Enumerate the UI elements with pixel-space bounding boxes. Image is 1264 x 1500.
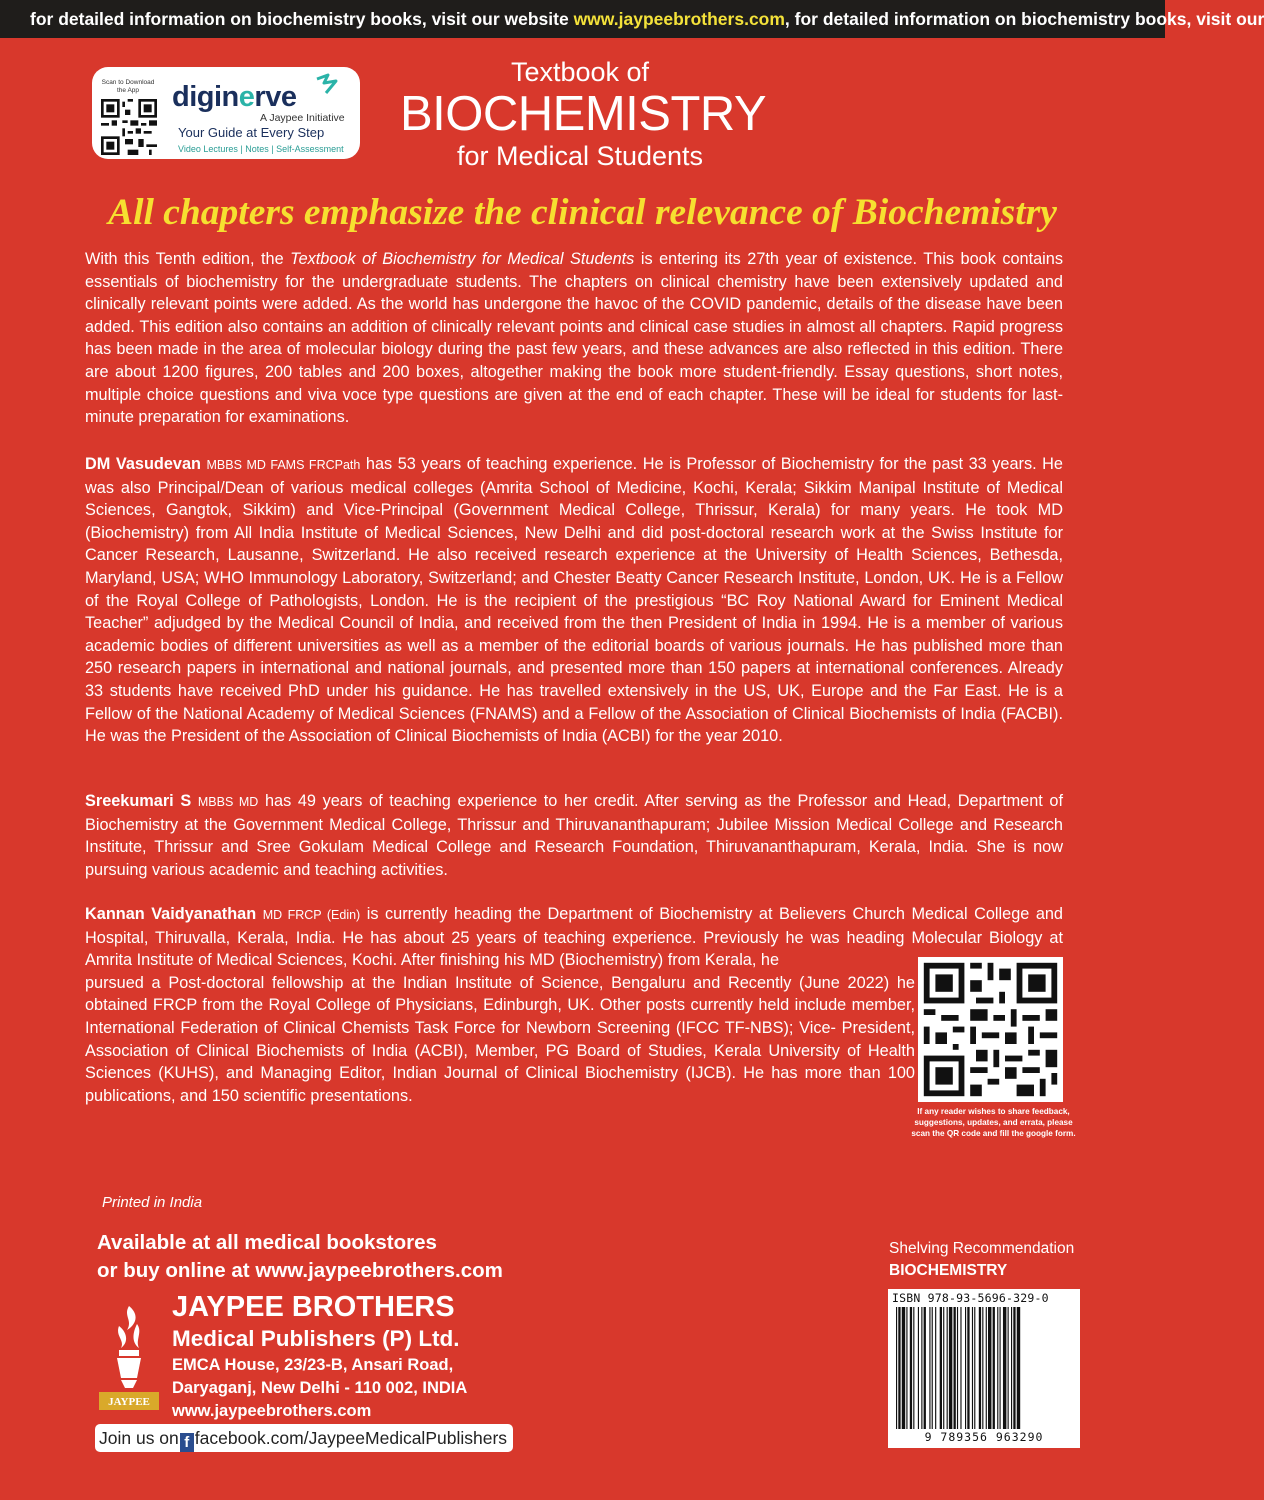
- author-bio-vasudevan: DM Vasudevan MBBS MD FAMS FRCPath has 53 years of teaching experience. He is Professor of Biochemistry for the past 33 years. He was also Principal/Dean of various medical colleges (Amrita School of Medicine, Kochi, Kerala; Sikkim Manipal Institute of Medical Sciences, Gangtok, Sikkim) and Vice-Principal (Government Medical College, Thrissur, Kerala) for many years. He took MD (Biochemistry) from All India Institute of Medical Sciences, New Delhi and did post-doctoral research work at the Swiss Institute for Cancer Research, Lausanne, Switzerland. He also received research experience at the University of Health Sciences, Bethesda, Maryland, USA; WHO Immunology Laboratory, Switzerland; and Chester Beatty Cancer Research Institute, London, UK. He is a Fellow of the Royal College of Pathologists, London. He is the recipient of the prestigious “BC Roy National Award for Eminent Medical Teacher” adjudged by the Medical Council of India, and received from the then President of India in 1994. He is a member of various academic bodies of different universities as well as a member of the editorial boards of various journals. He has published more than 250 research papers in international and national journals, and presented more than 150 papers at international conferences. Already 33 students have received PhD under his guidance. He has travelled extensively in the US, UK, Europe and the Far East. He is a Fellow of the National Academy of Medical Sciences (FNAMS) and a Fellow of the Association of Clinical Biochemists of India (FACBI). He was the President of the Association of Clinical Biochemists of India (ACBI) for the year 2010.: [85, 455, 1063, 746]
- app-qr-code-icon[interactable]: [101, 99, 157, 155]
- top-banner: [0, 0, 1264, 38]
- isbn-text: ISBN 978-93-5696-329-0: [892, 1291, 1049, 1305]
- jaypee-torch-icon: [97, 1302, 161, 1412]
- join-us-label: Join us on: [99, 1428, 179, 1448]
- publisher-website-link[interactable]: www.jaypeebrothers.com: [172, 1402, 372, 1420]
- availability-text: [97, 1229, 503, 1285]
- facebook-url: facebook.com/JaypeeMedicalPublishers: [194, 1428, 508, 1448]
- publisher-address-line2: Daryaganj, New Delhi - 110 002, INDIA: [172, 1379, 468, 1397]
- publisher-name: JAYPEE BROTHERS: [172, 1291, 455, 1323]
- top-banner-website-link[interactable]: www.jaypeebrothers.com: [573, 9, 785, 29]
- author-degrees: MBBS MD FAMS FRCPath: [206, 458, 361, 472]
- top-banner-text-before: for detailed information on biochemistry books, visit our website: [30, 9, 574, 29]
- author-name: Sreekumari S: [85, 792, 192, 810]
- author-bio-vaidyanathan: Kannan Vaidyanathan MD FRCP (Edin) is currently heading the Department of Biochemistry at Believers Church Medical College and Hospital, Thiruvalla, Kerala, India. He has about 25 years of teaching experience. Previously he was heading Molecular Biology at Amrita Institute of Medical Sciences, Kochi. After finishing his MD (Biochemistry) from Kerala, he pursued a Post-doctoral fellowship at the Indian Institute of Science, Bengaluru and Recently (June 2022) he obtained FRCP from the Royal College of Physicians, Edinburgh, UK. Other posts currently held include member, International Federation of Clinical Chemists Task Force for Newborn Screening (IFCC TF-NBS); Vice- President, Association of Clinical Biochemists of India (ACBI), Member, PG Board of Studies, Kerala University of Health Sciences (KUHS), and Managing Editor, Indian Journal of Clinical Biochemistry (IJCB). He has more than 100 publications, and 150 scientific presentations.: [85, 905, 1063, 1105]
- jaypee-logo: [97, 1302, 161, 1412]
- diginerve-app-card: [92, 67, 360, 159]
- author-degrees: MBBS MD: [197, 795, 259, 809]
- shelving-category: BIOCHEMISTRY: [889, 1262, 1008, 1279]
- author-name: DM Vasudevan: [85, 455, 201, 473]
- feedback-note: If any reader wishes to share feedback, suggestions, updates, and errata, please scan the QR code and fill the google form.: [911, 1107, 1076, 1138]
- app-guide-tagline: Your Guide at Every Step: [178, 125, 325, 140]
- author-bio-sreekumari: Sreekumari S MBBS MD has 49 years of teaching experience to her credit. After serving as the Professor and Head, Department of Biochemistry at the Government Medical College, Thrissur and Thiruvananthapuram; Jubilee Mission Medical College and Research Institute, Thrissur and Sree Gokulam Medical College and Research Foundation, Thiruvananthapuram, Kerala, India. She is now pursuing various academic and teaching activities.: [85, 792, 1064, 879]
- book-title-line1: Textbook of: [510, 57, 650, 87]
- author-degrees: MD FRCP (Edin): [262, 908, 361, 922]
- book-title-line2: BIOCHEMISTRY: [400, 87, 767, 141]
- availability-line2[interactable]: or buy online at www.jaypeebrothers.com: [97, 1259, 503, 1282]
- publisher-subname: Medical Publishers (P) Ltd.: [172, 1326, 460, 1351]
- app-features-list: Video Lectures | Notes | Self-Assessment: [178, 144, 344, 154]
- barcode-digits: 9 789356 963290: [924, 1430, 1044, 1444]
- facebook-link[interactable]: [95, 1424, 513, 1452]
- barcode-icon: [896, 1307, 1074, 1429]
- publisher-info: [172, 1290, 467, 1423]
- isbn-barcode: [888, 1289, 1080, 1448]
- shelving-recommendation: [889, 1238, 1074, 1282]
- scan-to-download-label: Scan to Download the App: [101, 79, 155, 94]
- publisher-address-line1: EMCA House, 23/23-B, Ansari Road,: [172, 1356, 454, 1374]
- book-title: [400, 56, 767, 172]
- availability-line1: Available at all medical bookstores: [97, 1231, 437, 1254]
- top-banner-text-after: , for detailed information on biochemistry books, visit our: [784, 9, 1264, 29]
- facebook-icon: f: [180, 1433, 194, 1452]
- feedback-qr-code-icon[interactable]: [918, 957, 1063, 1102]
- shelving-label: Shelving Recommendation: [889, 1240, 1075, 1257]
- printed-in-label: Printed in India: [102, 1194, 203, 1211]
- author-name: Kannan Vaidyanathan: [85, 905, 257, 923]
- book-title-line3: for Medical Students: [456, 141, 704, 171]
- diginerve-swoosh-icon: [314, 73, 340, 95]
- tagline: All chapters emphasize the clinical relevance of Biochemistry: [108, 192, 1057, 233]
- jaypee-logo-text: JAYPEE: [108, 1396, 150, 1408]
- intro-paragraph: With this Tenth edition, the Textbook of Biochemistry for Medical Students is entering its 27th year of existence. This book contains essentials of biochemistry for the undergraduate students. The chapters on clinical chemistry have been extensively updated and clinically relevant points were added. As the world has undergone the havoc of the COVID pandemic, details of the disease have been added. This edition also contains an addition of clinically relevant points and clinical case studies in almost all chapters. Rapid progress has been made in the area of molecular biology during the past few years, and these advances are also reflected in this edition. There are about 1200 figures, 200 tables and 200 boxes, altogether making the book more student-friendly. Essay questions, short notes, multiple choice questions and viva voce type questions are given at the end of each chapter. These will be ideal for students for last-minute preparation for examinations.: [85, 250, 1063, 427]
- jaypee-initiative-label: A Jaypee Initiative: [260, 112, 345, 124]
- diginerve-logo: diginerve: [172, 81, 297, 113]
